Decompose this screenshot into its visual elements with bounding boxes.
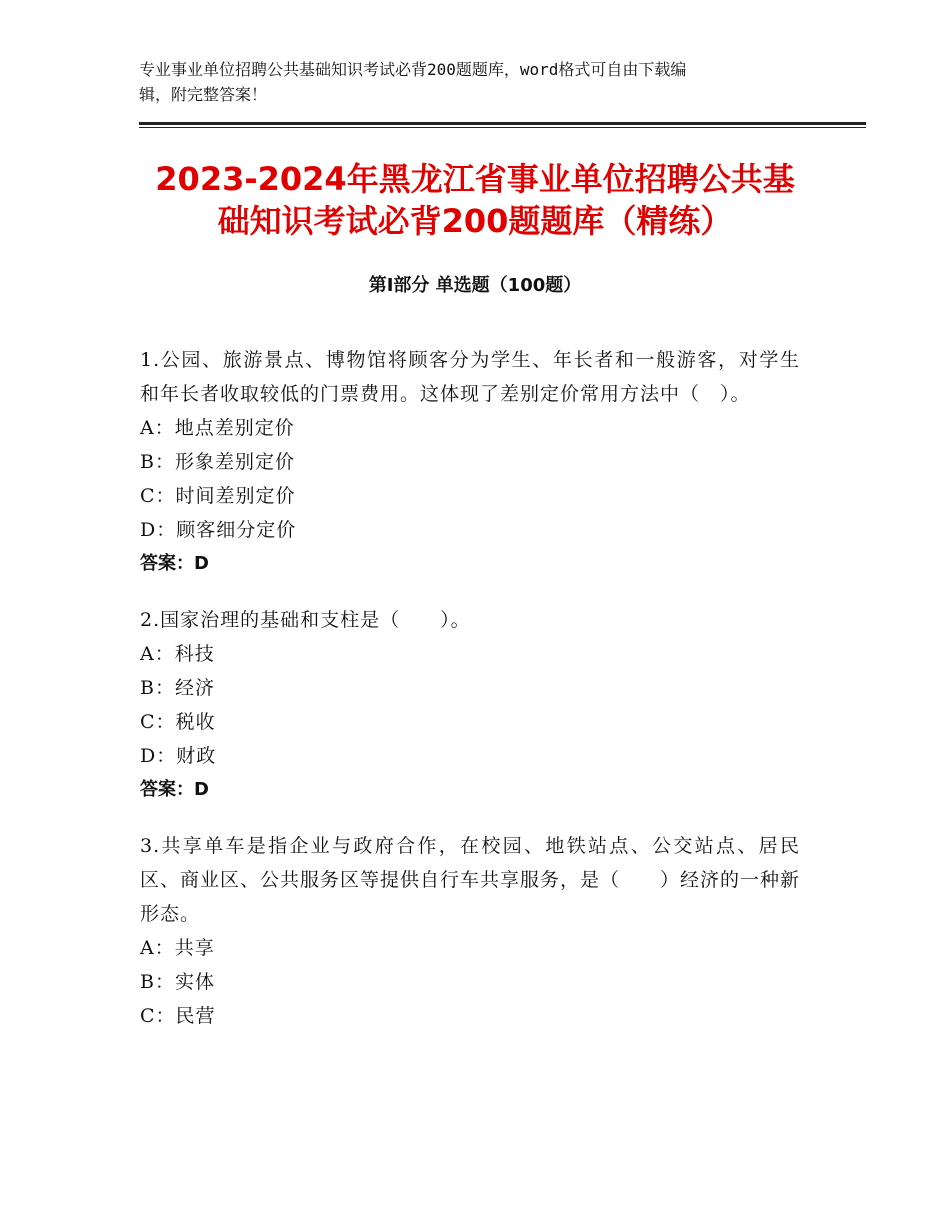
option-a: A：科技 — [140, 643, 215, 665]
option-d: D：顾客细分定价 — [140, 519, 297, 541]
question-stem: 2.国家治理的基础和支柱是（ ）。 — [140, 609, 471, 631]
question-list — [140, 343, 800, 1055]
header-note-line: 辑，附完整答案！ — [139, 85, 268, 104]
option-b: B：形象差别定价 — [140, 451, 295, 473]
title-line: 础知识考试必背200题题库（精练） — [217, 202, 733, 240]
question-item — [140, 829, 800, 1033]
option-a: A：地点差别定价 — [140, 417, 295, 439]
section-heading: 第Ⅰ部分 单选题（100题） — [368, 275, 582, 296]
answer-line: 答案：D — [140, 779, 209, 800]
header-divider-thin — [139, 127, 866, 128]
document-title — [130, 158, 820, 242]
header-note — [139, 57, 789, 107]
option-b: B：经济 — [140, 677, 215, 699]
question-stem: 1.公园、旅游景点、博物馆将顾客分为学生、年长者和一般游客，对学生和年长者收取较低的门票费用。这体现了差别定价常用方法中（ ）。 — [140, 349, 800, 405]
question-item — [140, 603, 800, 807]
option-c: C：时间差别定价 — [140, 485, 296, 507]
option-a: A：共享 — [140, 937, 215, 959]
title-line: 2023-2024年黑龙江省事业单位招聘公共基 — [155, 160, 795, 198]
question-item — [140, 343, 800, 581]
option-b: B：实体 — [140, 971, 215, 993]
option-c: C：税收 — [140, 711, 216, 733]
question-stem: 3.共享单车是指企业与政府合作，在校园、地铁站点、公交站点、居民区、商业区、公共服务区等提供自行车共享服务，是（ ）经济的一种新形态。 — [140, 835, 801, 925]
answer-line: 答案：D — [140, 553, 209, 574]
header-divider — [139, 122, 866, 125]
option-c: C：民营 — [140, 1005, 216, 1027]
header-note-line: 专业事业单位招聘公共基础知识考试必背200题题库，word格式可自由下载编 — [139, 60, 687, 79]
option-d: D：财政 — [140, 745, 217, 767]
